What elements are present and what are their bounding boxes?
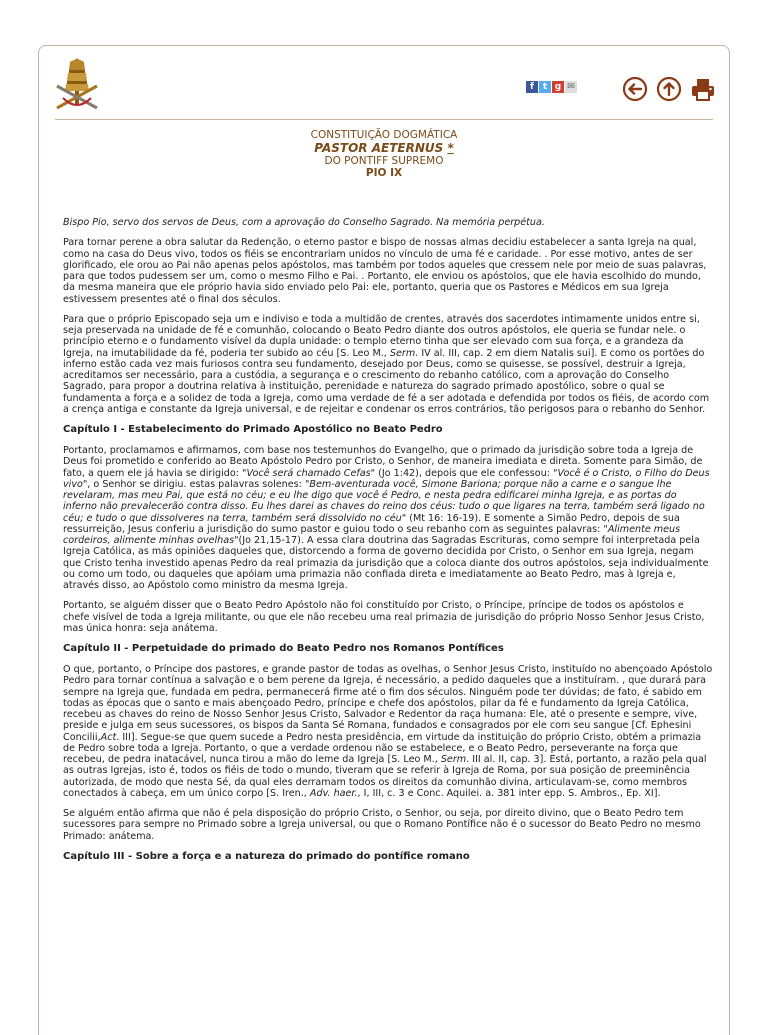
chapter-2-heading: Capítulo II - Perpetuidade do primado do Beato Pedro nos Romanos Pontífices <box>63 643 504 654</box>
document-title <box>39 141 729 155</box>
paragraph-5: O que, portanto, o Príncipe dos pastores, e grande pastor de todas as ovelhas, o Senhor Jesus Cristo, instituído no abençoado Apóstolo Pedro para tornar contínua a salvação e o bem perene da Igreja, é necessário, a pedido daqueles que a instituíram. , que durará para sempre na Igreja que, fundada em pedra, permanecerá firme até o fim dos séculos. Ninguém pode ter dúvidas; de fato, é sabido em todas as épocas que o santo e mais abençoado Pedro, príncipe e chefe dos apóstolos, pilar da fé e fundamento da Igreja Católica, recebeu as chaves do reino de Nosso Senhor Jesus Cristo, Salvador e Redentor da raça humana: Ele, até o presente e sempre, vive, preside e julga em seus sucessores, os bispos da Santa Sé Romana, fundados e consagrados por ele com seu sangue [Cf. Ephesini Concilii,Act. III]. Segue-se que quem sucede a Pedro nesta presidência, em virtude da instituição do próprio Cristo, obtém a primazia de Pedro sobre toda a Igreja. Portanto, o que a verdade ordenou não se estabelece, e o Beato Pedro, perseverante na força que recebeu, de pedra inatacável, nunca tirou a mão do leme da Igreja [S. Leo M., Serm. III al. II, cap. 3]. Está, portanto, a razão pela qual as outras Igrejas, isto é, todos os fiéis de todo o mundo, tiveram que se referir à Igreja de Roma, por sua posição de preeminência autorizada, de modo que nesta Sé, da qual eles derramam todos os direitos da comunhão divina, articulavam-se, como membros conectados à cabeça, em um único corpo [S. Iren., Adv. haer., I, III, c. 3 e Conc. Aquilei. a. 381 inter epp. S. Ambros., Ep. XI]. <box>63 664 713 799</box>
print-icon[interactable] <box>690 76 716 102</box>
paragraph-1: Para tornar perene a obra salutar da Redenção, o eterno pastor e bispo de nossas almas decidiu estabelecer a santa Igreja na qual, como na casa do Deus vivo, todos os fiéis se encontrariam unidos no vínculo de uma fé e caridade. . Por esse motivo, antes de ser glorificado, ele orou ao Pai não apenas pelos apóstolos, mas também por todos aqueles que cressem nele por meio de suas palavras, para que todos pudessem ser um, como o mesmo Filho e Pai. . Portanto, ele enviou os apóstolos, que ele havia escolhido do mundo, da mesma maneira que ele próprio havia sido enviado pelo Pai: ele, portanto, queria que os Pastores e Médicos em sua Igreja estivessem presentes até o final dos séculos. <box>63 237 707 305</box>
papal-coat-of-arms-icon <box>51 58 103 112</box>
title-text: PASTOR AETERNUS <box>314 141 444 155</box>
pope-name: PIO IX <box>365 167 403 179</box>
page-header <box>39 46 729 122</box>
paragraph-2: Para que o próprio Episcopado seja um e indiviso e toda a multidão de crentes, através dos sacerdotes intimamente unidos entre si, seja preservada na unidade de fé e comunhão, colocando o Beato Pedro diante dos outros apóstolos, ele queria se fundar nele. o princípio eterno e o fundamento visível da dupla unidade: o templo eterno tinha que ser elevado com sua força, e a grandeza da Igreja, na imutabilidade da fé, poderia ter subido ao céu [S. Leo M., Serm. IV al. III, cap. 2 em diem Natalis sui]. E como os portões do inferno estão cada vez mais furiosos contra seu fundamento, desejado por Deus, como se quisesse, se possível, destruir a Igreja, acreditamos ser necessário, para a custódia, a segurança e o crescimento do rebanho católico, com a aprovação do Conselho Sagrado, para propor a doutrina relativa à instituição, perenidade e natureza do sagrado primado apostólico, sobre o qual se fundamenta a força e a solidez de toda a Igreja, como uma verdade de fé a ser adotada e defendida por todos os fiéis, de acordo com a crença antiga e constante da Igreja universal, e de rejeitar e condenar os erros contrários, tão perigosos para o rebanho do Senhor. <box>63 313 710 415</box>
header-rule <box>55 119 713 120</box>
paragraph-4: Portanto, se alguém disser que o Beato Pedro Apóstolo não foi constituído por Cristo, o Príncipe, príncipe de todos os apóstolos e chefe visível de toda a Igreja militante, ou que ele não recebeu uma real primazia de jurisdição do próprio Nosso Senhor Jesus Cristo, mas única honra: seja anátema. <box>63 600 705 634</box>
twitter-icon[interactable]: t <box>539 81 551 93</box>
page-frame <box>38 45 730 1035</box>
paragraph-6: Se alguém então afirma que não é pela disposição do próprio Cristo, o Senhor, ou seja, por direito divino, que o Beato Pedro tem sucessores para sempre no Primado sobre a Igreja universal, ou que o Romano Pontífice não é o sucessor do Beato Pedro no mesmo Primado: anátema. <box>63 808 701 842</box>
document-heading <box>39 129 729 179</box>
intro-paragraph: Bispo Pio, servo dos servos de Deus, com a aprovação do Conselho Sagrado. Na memória perpétua. <box>63 217 545 228</box>
title-note-link[interactable]: * <box>447 141 454 155</box>
paragraph-3: Portanto, proclamamos e afirmamos, com base nos testemunhos do Evangelho, que o primado da jurisdição sobre toda a Igreja de Deus foi prometido e conferido ao Beato Apóstolo Pedro por Cristo, o Senhor, de maneira imediata e direta. Somente para Simão, de fato, a quem ele já havia se dirigido: "Você será chamado Cefas" (Jo 1:42), depois que ele confessou: "Você é o Cristo, o Filho do Deus vivo", o Senhor se dirigiu. estas palavras solenes: "Bem-aventurada você, Simone Bariona; porque não a carne e o sangue lhe revelaram, mas meu Pai, que está no céu; e eu lhe digo que você é Pedro, e nesta pedra edificarei minha Igreja, e as portas do inferno não prevalecerão contra disso. Eu lhes darei as chaves do reino dos céus: tudo o que ligares na terra, também será ligado no céu; e tudo o que dissolveres na terra, também será dissolvido no céu" (Mt 16: 16-19). E somente a Simão Pedro, depois de sua ressurreição, Jesus conferiu a jurisdição do sumo pastor e guiou todo o seu rebanho com as seguintes palavras: "Alimente meus cordeiros, alimente minhas ovelhas"(Jo 21,15-17). A essa clara doutrina das Sagradas Escrituras, como sempre foi interpretada pela Igreja Católica, as más opiniões daqueles que, distorcendo a forma de governo decidida por Cristo, o Senhor em sua Igreja, negam que Cristo tenha investido apenas Pedro da real primazia da jurisdição que a coloca diante dos outros apóstolos, seja individualmente ou como um todo, ou daqueles que apóiam uma primazia não confiada direta e imediatamente ao Beato Pedro, mas à Igreja e, através disso, ao Apóstolo como ministro da mesma Igreja. <box>63 445 710 591</box>
top-icon[interactable] <box>656 76 682 102</box>
constitution-label: CONSTITUIÇÃO DOGMÁTICA <box>310 129 458 141</box>
pontiff-label: DO PONTIFF SUPREMO <box>324 155 444 167</box>
google-plus-icon[interactable]: g <box>552 81 564 93</box>
share-icons <box>526 81 577 93</box>
chapter-1-heading: Capítulo I - Estabelecimento do Primado Apostólico no Beato Pedro <box>63 424 443 435</box>
facebook-icon[interactable]: f <box>526 81 538 93</box>
email-icon[interactable]: ✉ <box>565 81 577 93</box>
document-body <box>63 217 713 872</box>
page-nav-icons <box>622 76 716 102</box>
chapter-3-heading: Capítulo III - Sobre a força e a natureza do primado do pontífice romano <box>63 850 470 862</box>
back-icon[interactable] <box>622 76 648 102</box>
